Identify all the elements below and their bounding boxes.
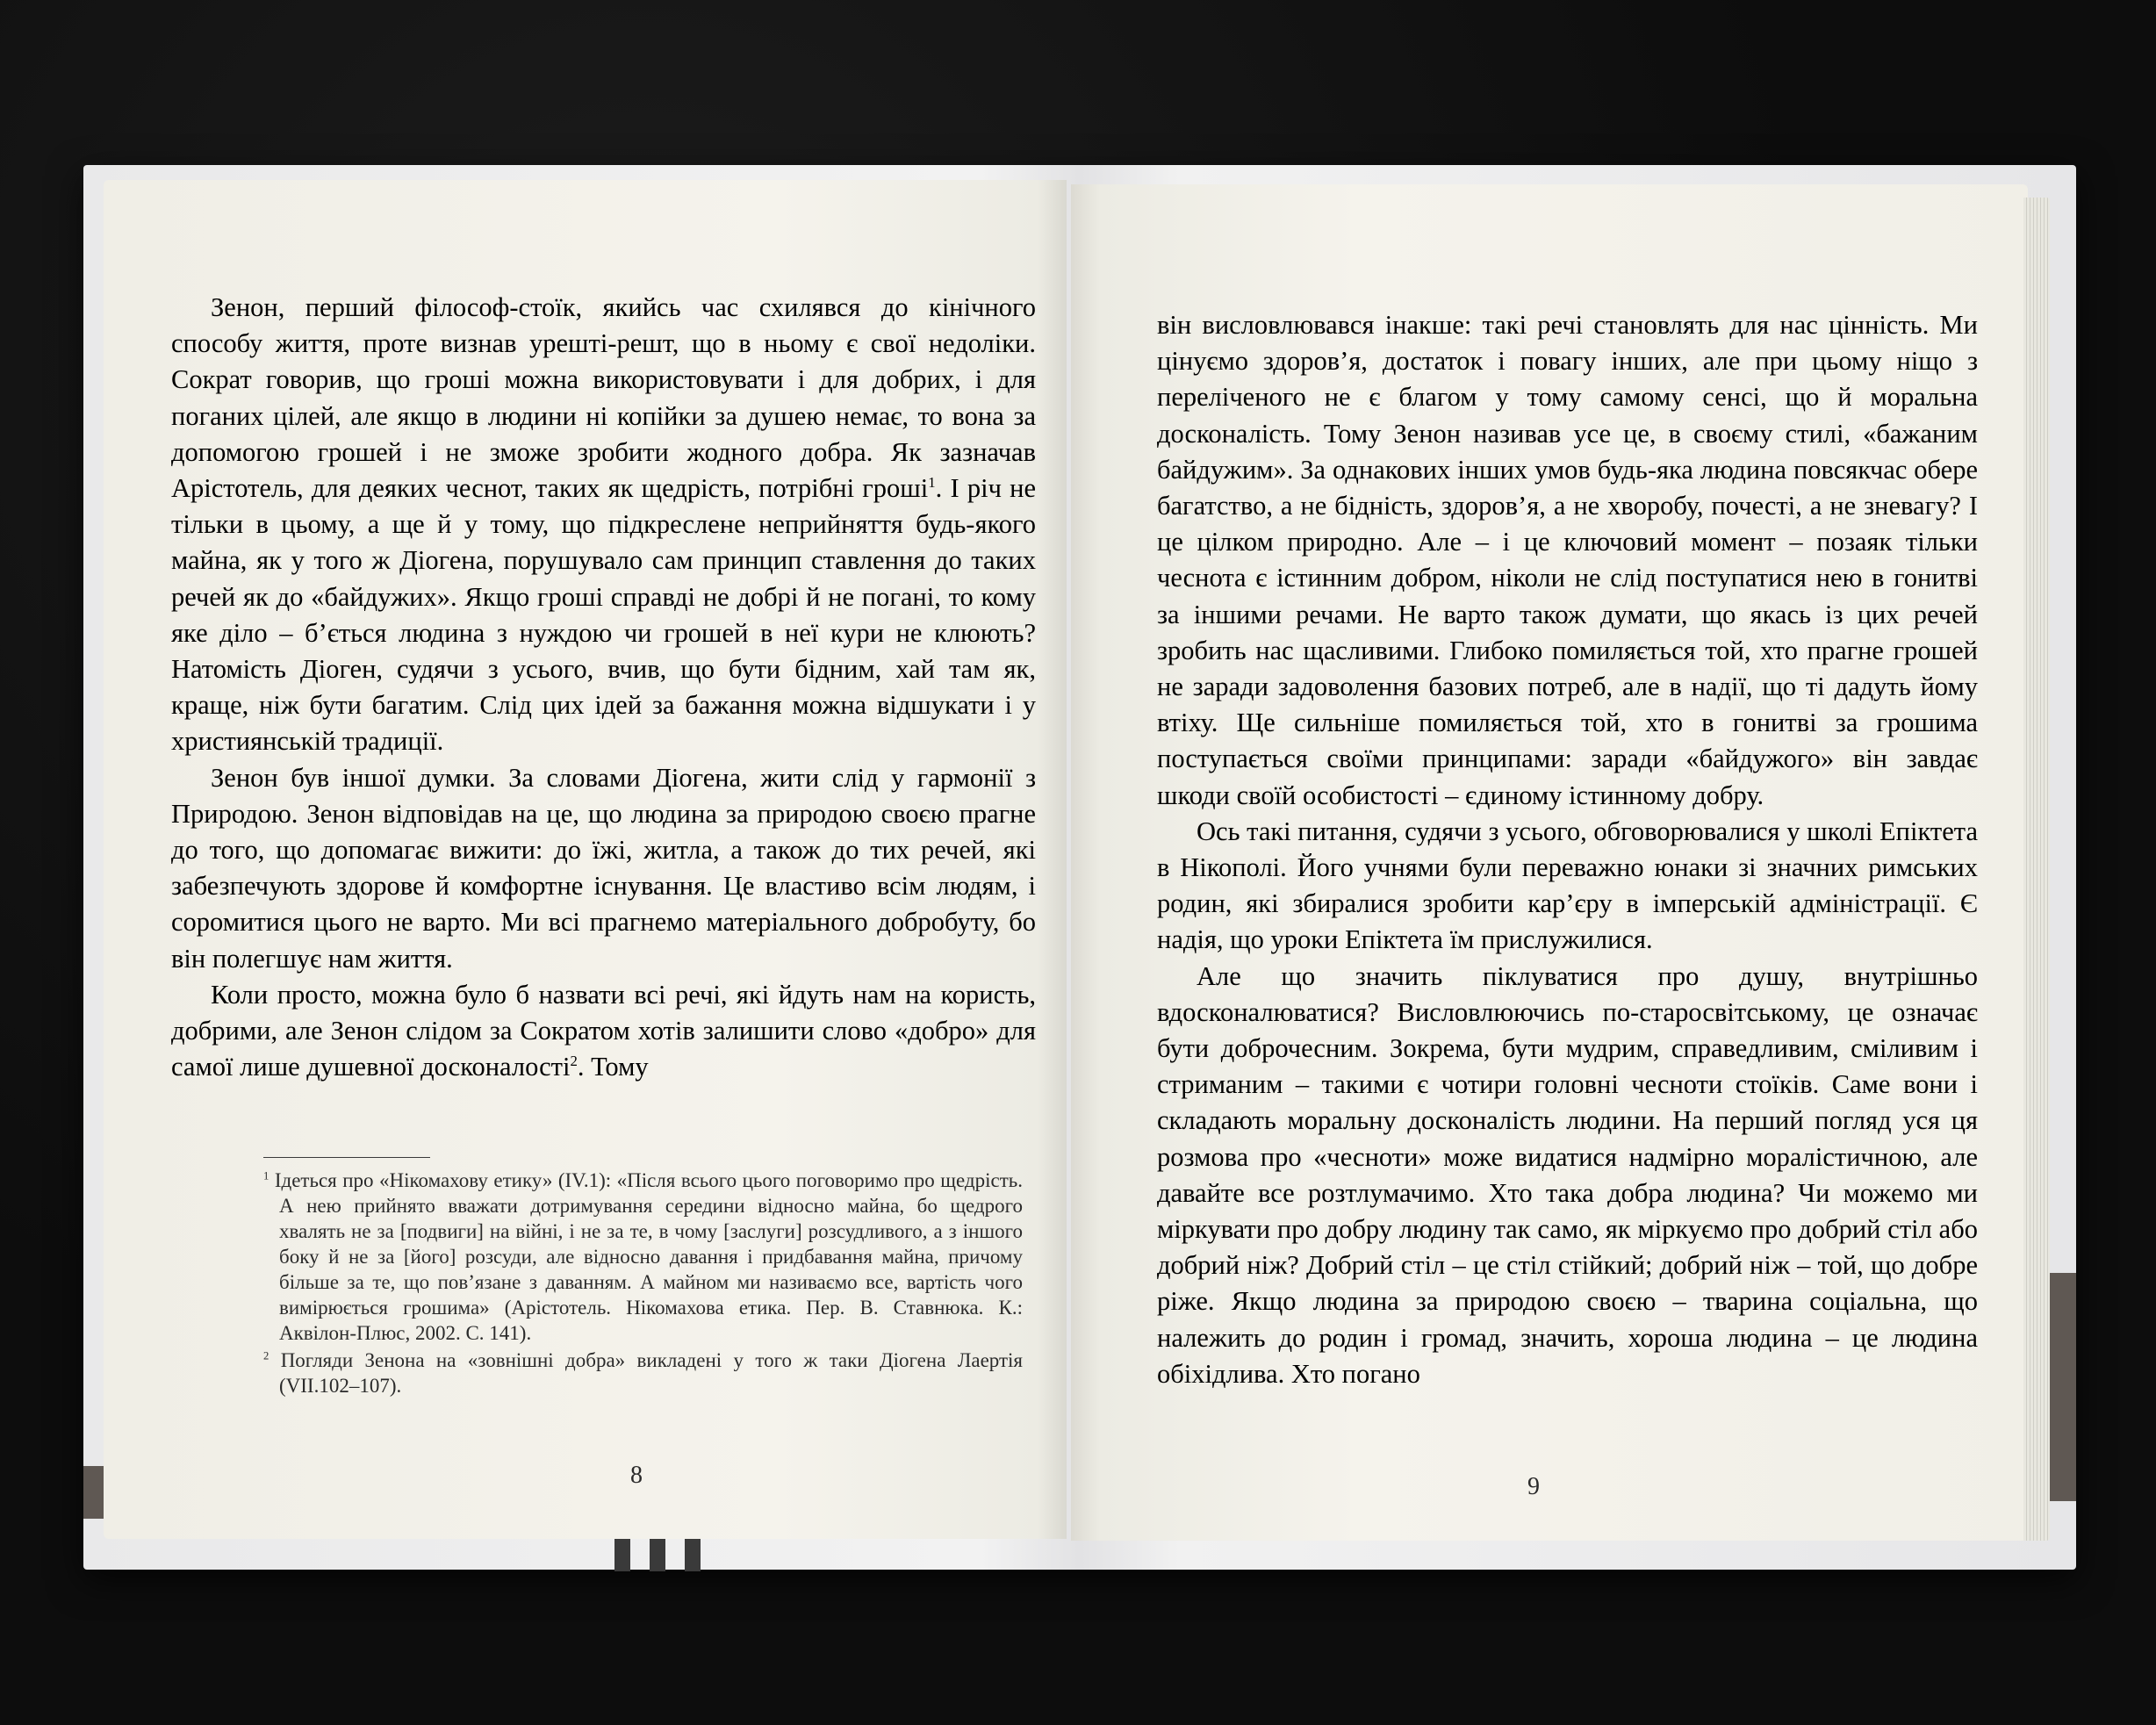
page-number-right: 9 (1527, 1473, 1540, 1500)
paragraph: Коли просто, можна було б назвати всі речі, які йдуть нам на користь, добрими, але Зенон слідом за Сократом хотів залишити слово «добро» для самої лише душевної досконалості$^2$. Тому (171, 979, 1036, 1082)
paragraph: Але що значить піклуватися про душу, внутрішньо вдосконалюватися? Висловлюючись по-старосвітському, це означає бути доброчесним. Зокрема, бути мудрим, справедливим, сміливим і стриманим – такими є чотири головні чесноти стоїків. Саме вони і складають моральну досконалість людини. На перший погляд уся ця розмова про «чесноти» може видатися надмірно моралістичною, але давайте все розтлумачимо. Хто така добра людина? Чи можемо ми міркувати про добру людину так само, як міркуємо про добрий стіл або добрий ніж? Добрий стіл – це стіл стійкий; добрий ніж – той, що добре ріже. Якщо людина за природою своєю – тварина соціальна, що належить до родин і громад, значить, хороша людина – це людина обіхідлива. Хто погано (1157, 960, 1978, 1389)
cover-band-right (2045, 1273, 2076, 1501)
footnote-divider (263, 1157, 430, 1158)
paragraph: Зенон, перший філософ-стоїк, якийсь час схилявся до кінічного способу життя, проте визнав урешті-решт, що в ньому є свої недоліки. Сократ говорив, що гроші можна використовувати і для добрих, і для поганих цілей, але якщо в людини ні копійки за душею немає, то вона за допомогою грошей і не зможе зробити жодного добра. Як зазначав Арістотель, для деяких чеснот, таких як щедрість, потрібні гроші$^1$. І річ не тільки в цьому, а ще й у тому, що підкреслене неприйняття будь-якого майна, як у того ж Діогена, порушувало сам принцип ставлення до таких речей як до «байдужих». Якщо гроші справді не добрі й не погані, то кому яке діло – б’ється людина з нуждою чи грошей в неї кури не клюють? Натомість Діоген, судячи з усього, вчив, що бути бідним, хай там як, краще, ніж бути багатим. Слід цих ідей за бажання можна відшукати і у християнській традиції. (171, 292, 1036, 757)
right-page-text (1157, 307, 1978, 1392)
left-page-text (171, 290, 1036, 1085)
page-edges (2023, 198, 2050, 1541)
footnotes (263, 1168, 1023, 1400)
paragraph: Зенон був іншої думки. За словами Діогена, жити слід у гармонії з Природою. Зенон відповідав на це, що людина за природою своєю прагне до того, що допомагає вижити: до їжі, житла, а також до тих речей, які забезпечують здорове й комфортне існування. Це властиво всім людям, і соромитися цього не варто. Ми всі прагнемо матеріального добробуту, бо він полегшує нам життя. (171, 762, 1036, 974)
paragraph: він висловлювався інакше: такі речі становлять для нас цінність. Ми цінуємо здоров’я, достаток і повагу інших, але при цьому ніщо з переліченого не є благом у тому самому сенсі, що й моральна досконалість. Тому Зенон називав усе це, в своєму стилі, «бажаним байдужим». За однакових інших умов будь-яка людина повсякчас обере багатство, а не бідність, здоров’я, а не хворобу, почесті, а не зневагу? І це цілком природно. Але – і це ключовий момент – позаяк тільки чеснота є істинним добром, ніколи не слід поступатися нею в гонитві за іншими речами. Не варто також думати, що якась із цих речей зробить нас щасливими. Глибоко помиляється той, хто прагне грошей не заради задоволення базових потреб, але в надії, що ті дадуть йому втіху. Ще сильніше помиляється той, хто в гонитві за грошима поступається своїми принципами: заради «байдужого» він завдає шкоди своїй особистості – єдиному істинному добру. (1157, 310, 1978, 810)
footnote: $^1$ Ідеться про «Нікомахову етику» (IV.1): «Після всього цього поговоримо про щедрість. А нею прийнято вважати дотримування середини відносно майна, бо щедрого хвалять не за [подвиги] на війні, і не за те, в чому [заслуги] розсудливого, а з іншого боку й не за [його] розсуди, але відносно давання і придбавання майна, причому більше за те, що пов’язане з даванням. А майном ми називаємо все, вартість чого вимірюється грошима» (Арістотель. Нікомахова етика. Пер. В. Ставнюка. К.: Аквілон-Плюс, 2002. С. 141). (263, 1169, 1024, 1344)
footnote: $^2$ Погляди Зенона на «зовнішні добра» викладені у того ж таки Діогена Лаертія (VII.102–107). (263, 1349, 1023, 1397)
page-number-left: 8 (630, 1462, 643, 1489)
paragraph: Ось такі питання, судячи з усього, обговорювалися у школі Епіктета в Нікополі. Його учнями були переважно юнаки зі значних римських родин, які збиралися зробити кар’єру в імперській адміністрації. Є надія, що уроки Епіктета їм прислужилися. (1157, 816, 1978, 955)
